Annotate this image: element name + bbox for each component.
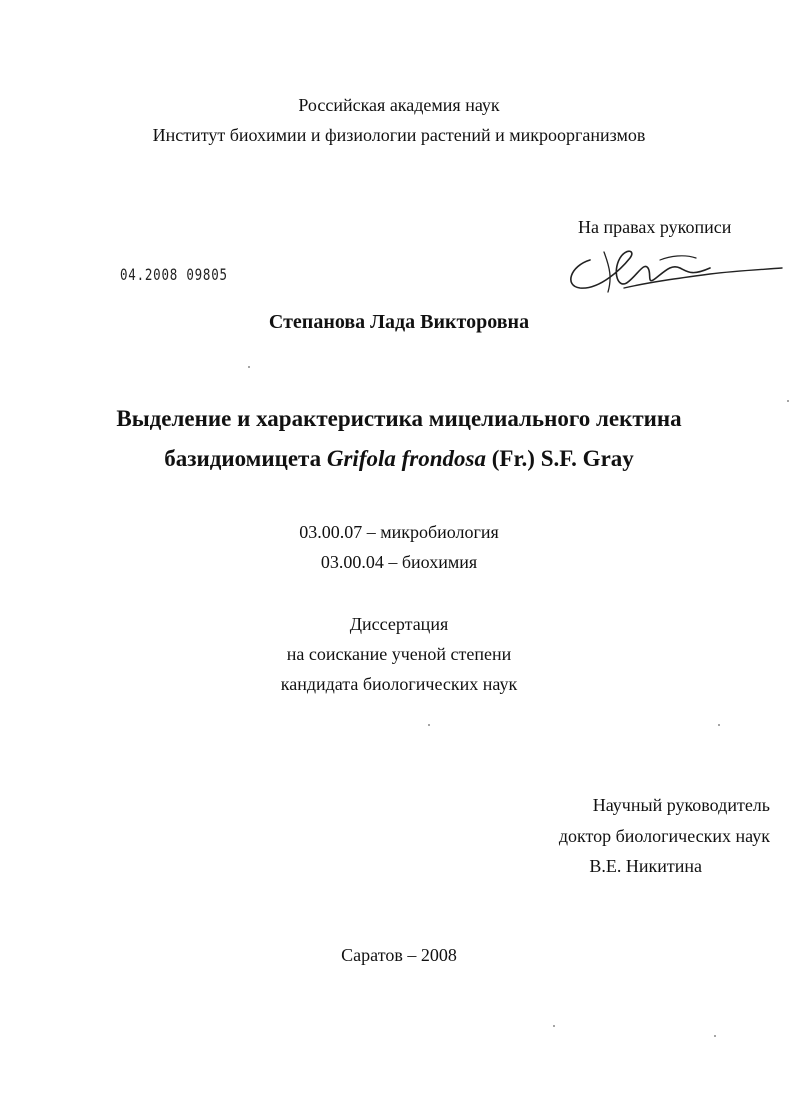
title-line-2	[0, 445, 798, 473]
signature-icon	[560, 238, 790, 298]
specialty-biochemistry: 03.00.04 – биохимия	[320, 552, 478, 572]
scan-speck	[718, 724, 720, 726]
species-name: Grifola frondosa	[326, 446, 486, 471]
institute-name: Институт биохимии и физиологии растений и микроорганизмов	[152, 125, 646, 145]
degree-purpose: на соискание ученой степени	[286, 644, 512, 664]
scan-speck	[428, 724, 430, 726]
place-year: Саратов – 2008	[341, 945, 457, 965]
degree-field: кандидата биологических наук	[280, 674, 518, 694]
author-name: Степанова Лада Викторовна	[268, 311, 530, 333]
specialty-microbiology: 03.00.07 – микробиология	[299, 522, 499, 542]
supervisor-degree: доктор биологических наук	[558, 826, 770, 846]
archive-stamp: 04.2008 09805	[120, 265, 228, 284]
scan-speck	[714, 1035, 716, 1037]
supervisor-name: В.Е. Никитина	[589, 856, 702, 876]
academy-name: Российская академия наук	[298, 95, 500, 115]
scan-speck	[553, 1025, 555, 1027]
title-prefix: базидиомицета	[164, 446, 327, 471]
title-line-1: Выделение и характеристика мицелиального лектина	[116, 406, 682, 431]
degree-type: Диссертация	[349, 614, 449, 634]
scan-speck	[248, 366, 250, 368]
manuscript-note: На правах рукописи	[578, 217, 732, 237]
supervisor-role: Научный руководитель	[592, 795, 770, 815]
scan-speck	[787, 400, 789, 402]
title-suffix: (Fr.) S.F. Gray	[485, 446, 634, 471]
